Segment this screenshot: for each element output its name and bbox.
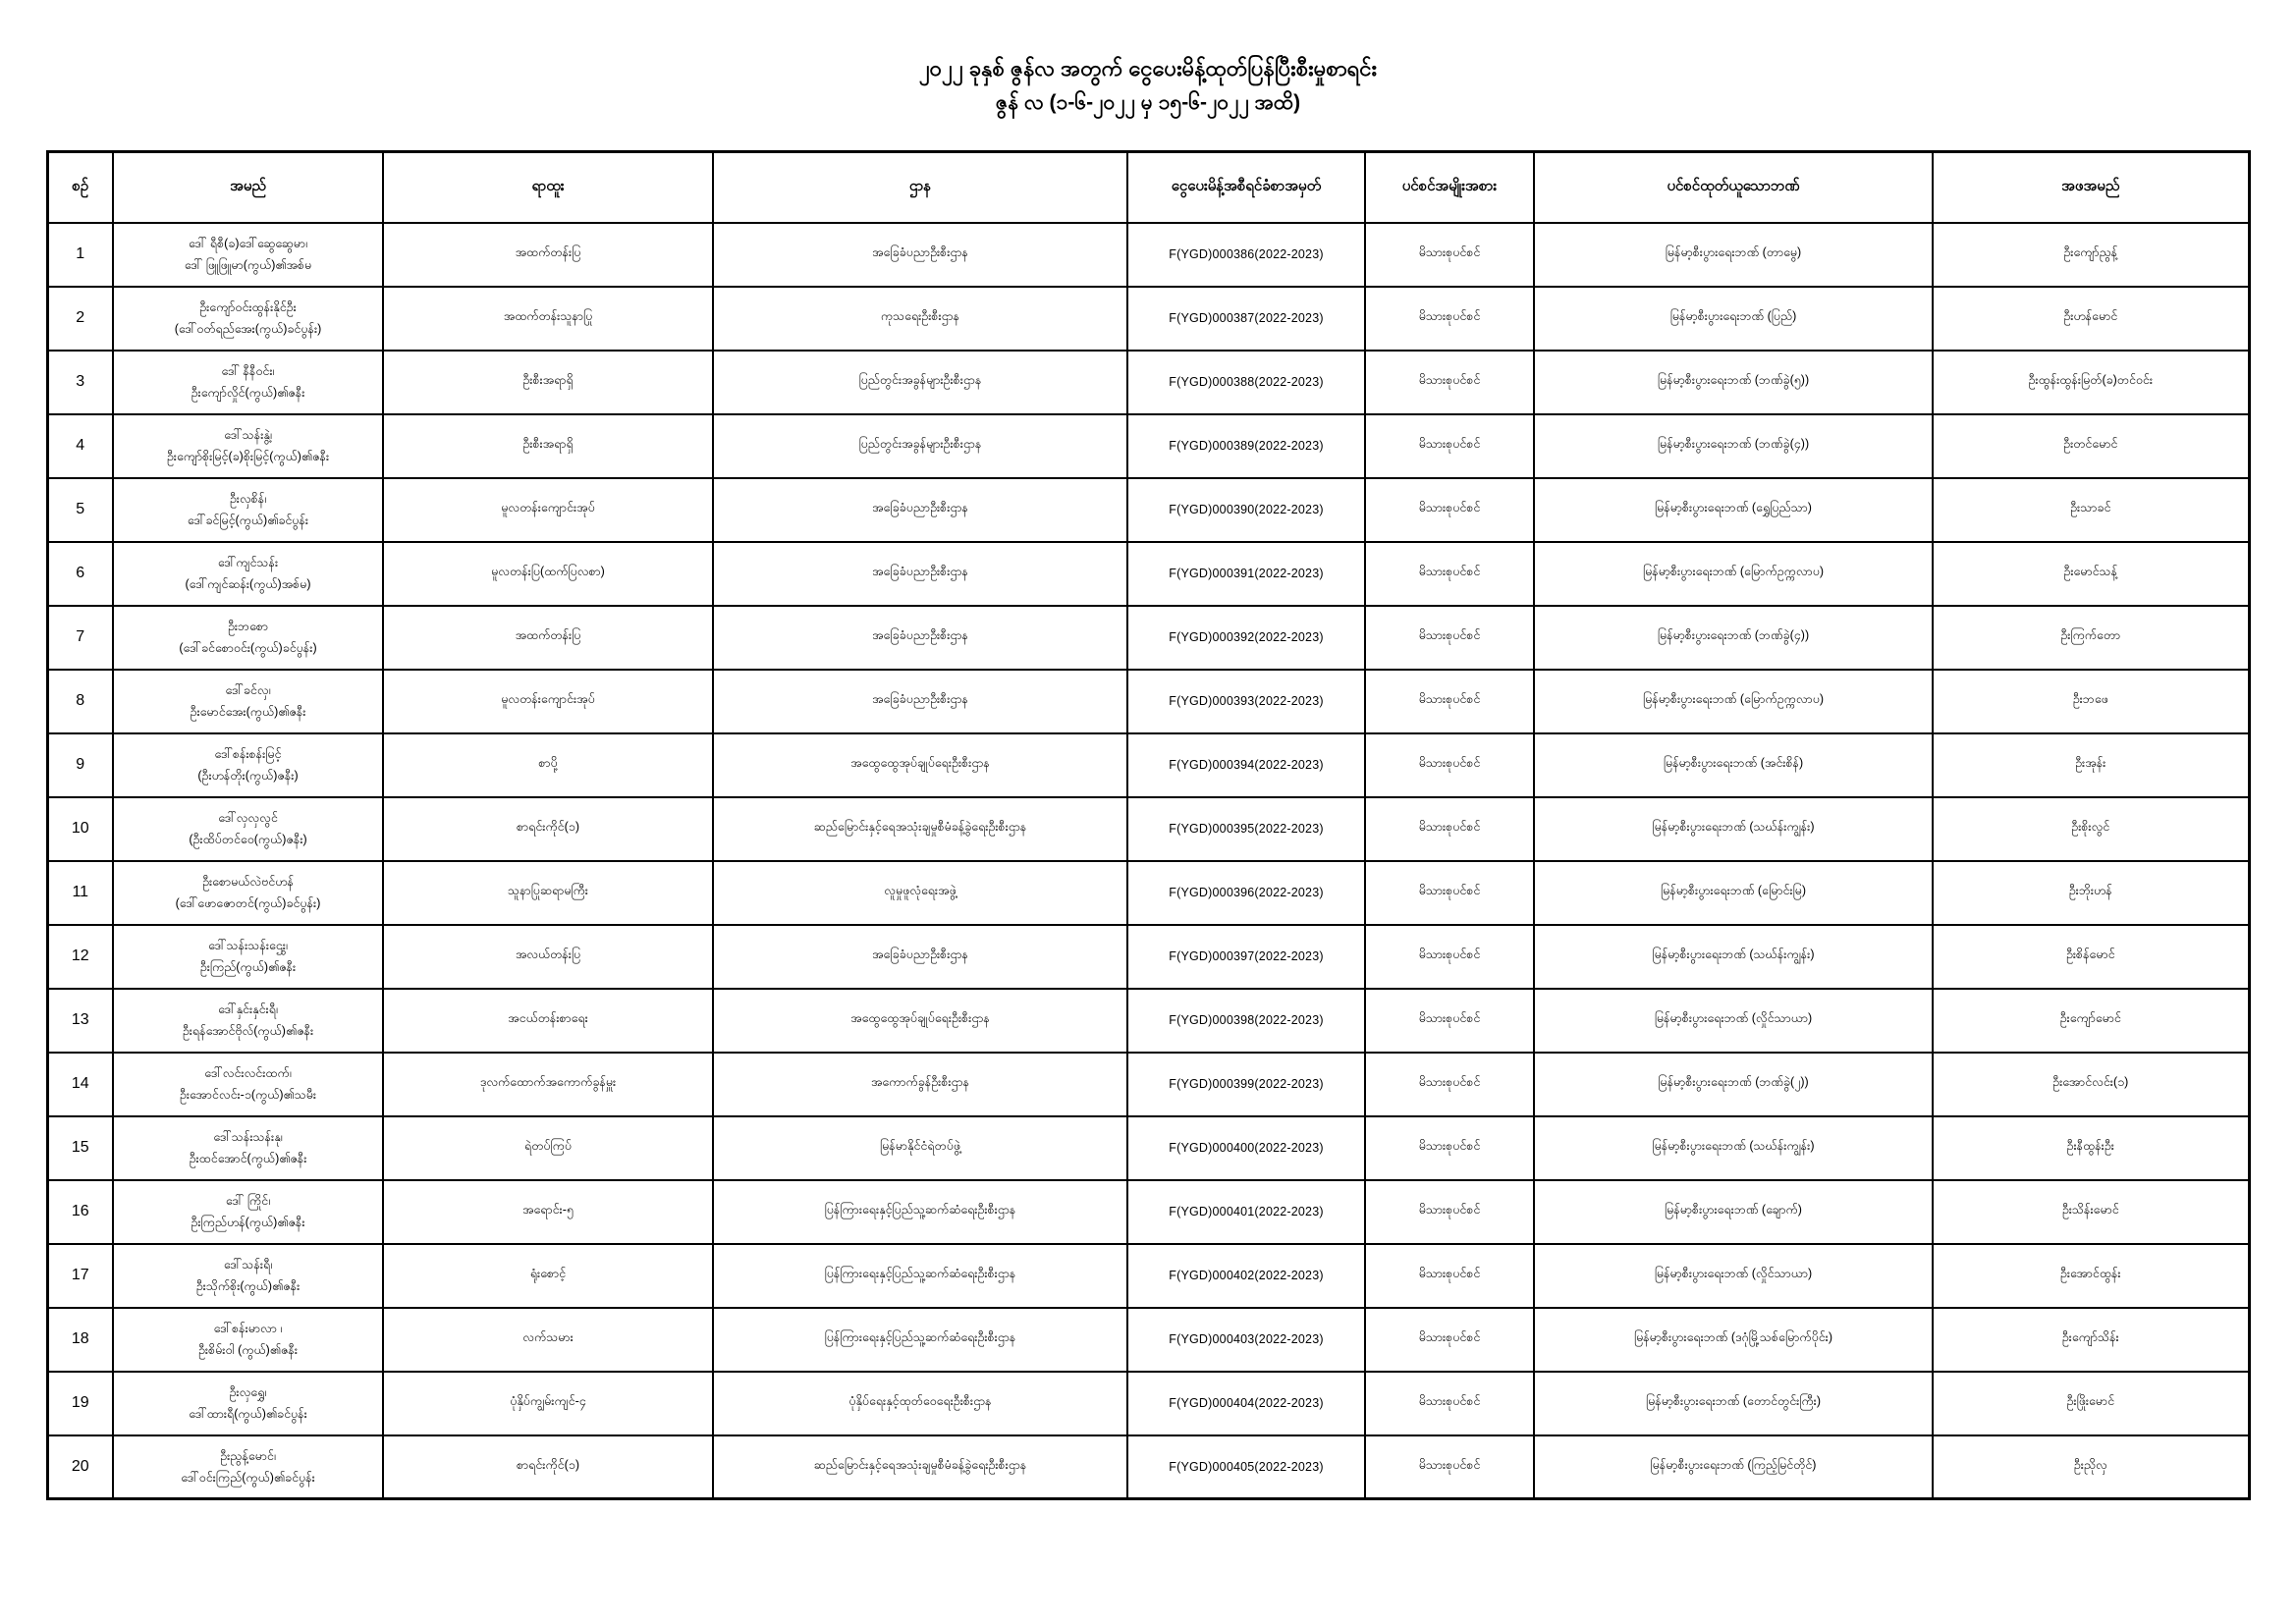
pensioner-name: ဦးလှရွှေ၊ <box>229 1384 267 1399</box>
cell-department: အခြေခံပညာဦးစီးဌာန <box>713 478 1127 542</box>
header-bank: ပင်စင်ထုတ်ယူသောဘဏ် <box>1534 151 1933 223</box>
cell-father-name: ဦးမောင်သန့် <box>1933 542 2249 606</box>
cell-department: ပြည်တွင်းအခွန်များဦးစီးဌာန <box>713 351 1127 414</box>
cell-order-no: F(YGD)000400(2022-2023) <box>1127 1116 1365 1180</box>
cell-name <box>113 861 383 925</box>
pensioner-name: ဒေါ်သန်းသန်းနု၊ <box>213 1129 283 1144</box>
cell-order-no: F(YGD)000387(2022-2023) <box>1127 287 1365 351</box>
cell-father-name: ဦးကျော်သိန်း <box>1933 1308 2249 1372</box>
table-row <box>47 925 2249 989</box>
cell-bank: မြန်မာ့စီးပွားရေးဘဏ် (မြောက်ဥက္ကလာပ) <box>1534 542 1933 606</box>
cell-serial: 14 <box>47 1053 113 1116</box>
cell-pension-type: မိသားစုပင်စင် <box>1365 414 1534 478</box>
cell-serial: 18 <box>47 1308 113 1372</box>
pensioner-name: ဦးညွန့်မောင်၊ <box>220 1448 276 1463</box>
cell-pension-type: မိသားစုပင်စင် <box>1365 478 1534 542</box>
cell-serial: 20 <box>47 1435 113 1499</box>
cell-bank: မြန်မာ့စီးပွားရေးဘဏ် (သဃ်န်းကျွန်း) <box>1534 925 1933 989</box>
relation-note: ဦးရန်အောင်ဗိုလ်(ကွယ်)၏ဇနီး <box>182 1024 314 1039</box>
relation-note: ဦးကျော်လှိုင်(ကွယ်)၏ဇနီး <box>191 386 305 401</box>
cell-department: အခြေခံပညာဦးစီးဌာန <box>713 223 1127 287</box>
cell-position: မူလတန်းကျောင်းအုပ် <box>383 478 713 542</box>
relation-note: ဦးအောင်လင်း-၁(ကွယ်)၏သမီး <box>179 1088 317 1103</box>
cell-position: စာရင်းကိုင်(၁) <box>383 797 713 861</box>
cell-father-name: ဦးညိုလှ <box>1933 1435 2249 1499</box>
cell-serial: 10 <box>47 797 113 861</box>
cell-pension-type: မိသားစုပင်စင် <box>1365 733 1534 797</box>
cell-bank: မြန်မာ့စီးပွားရေးဘဏ် (မြောင်းမြ) <box>1534 861 1933 925</box>
table-row <box>47 861 2249 925</box>
table-row <box>47 542 2249 606</box>
cell-serial: 7 <box>47 606 113 670</box>
cell-father-name: ဦးဟန်မောင် <box>1933 287 2249 351</box>
table-row <box>47 1435 2249 1499</box>
cell-order-no: F(YGD)000401(2022-2023) <box>1127 1180 1365 1244</box>
cell-position: ပုံနှိပ်ကျွမ်းကျင်-၄ <box>383 1372 713 1435</box>
table-row <box>47 606 2249 670</box>
cell-father-name: ဦးဘဖေ <box>1933 670 2249 733</box>
pensioner-name: ဒေါ်လှလှလွင် <box>218 810 278 825</box>
cell-order-no: F(YGD)000394(2022-2023) <box>1127 733 1365 797</box>
table-row <box>47 797 2249 861</box>
cell-name <box>113 606 383 670</box>
cell-serial: 6 <box>47 542 113 606</box>
cell-father-name: ဦးကျော်ညွန့် <box>1933 223 2249 287</box>
pensioner-name: ဒေါ်ခင်လှ၊ <box>225 682 271 697</box>
header-position: ရာထူး <box>383 151 713 223</box>
cell-father-name: ဦးအောင်ထွန်း <box>1933 1244 2249 1308</box>
cell-position: ရဲတပ်ကြပ် <box>383 1116 713 1180</box>
cell-serial: 4 <box>47 414 113 478</box>
relation-note: ဦးထင်အောင်(ကွယ်)၏ဇနီး <box>189 1152 307 1166</box>
header-father-name: အဖအမည် <box>1933 151 2249 223</box>
cell-pension-type: မိသားစုပင်စင် <box>1365 1244 1534 1308</box>
header-name: အမည် <box>113 151 383 223</box>
table-row <box>47 670 2249 733</box>
cell-father-name: ဦးအောင်လင်း(၁) <box>1933 1053 2249 1116</box>
cell-serial: 11 <box>47 861 113 925</box>
relation-note: ဒေါ်ခင်မြင့်(ကွယ်)၏ခင်ပွန်း <box>187 514 309 528</box>
pensioner-name: ဒေါ်သန်းနွဲ့၊ <box>224 427 272 442</box>
cell-name <box>113 925 383 989</box>
cell-department: ပြန်ကြားရေးနှင့်ပြည်သူ့ဆက်ဆံရေးဦးစီးဌာန <box>713 1308 1127 1372</box>
cell-bank: မြန်မာ့စီးပွားရေးဘဏ် (ဘဏ်ခွဲ(၄)) <box>1534 414 1933 478</box>
cell-department: အခြေခံပညာဦးစီးဌာန <box>713 925 1127 989</box>
cell-position: အရောင်း-၅ <box>383 1180 713 1244</box>
cell-position: ရုံးစောင့် <box>383 1244 713 1308</box>
table-row <box>47 351 2249 414</box>
page-title: ၂၀၂၂ ခုနှစ် ဇွန်လ အတွက် ငွေပေးမိန့်ထုတ်ပြန်ပြီးစီးမှုစာရင်း <box>918 56 1378 81</box>
relation-note: (ဦးထိပ်တင်ဝေ(ကွယ်)ဇနီး) <box>189 833 307 847</box>
cell-serial: 13 <box>47 989 113 1053</box>
cell-serial: 17 <box>47 1244 113 1308</box>
cell-serial: 19 <box>47 1372 113 1435</box>
document-title-block <box>0 0 2296 121</box>
cell-order-no: F(YGD)000393(2022-2023) <box>1127 670 1365 733</box>
table-row <box>47 1116 2249 1180</box>
table-row <box>47 223 2249 287</box>
cell-serial: 12 <box>47 925 113 989</box>
cell-department: အခြေခံပညာဦးစီးဌာန <box>713 542 1127 606</box>
header-order-no: ငွေပေးမိန့်အစီရင်ခံစာအမှတ် <box>1127 151 1365 223</box>
cell-bank: မြန်မာ့စီးပွားရေးဘဏ် (ပြည်) <box>1534 287 1933 351</box>
cell-department: ပြန်ကြားရေးနှင့်ပြည်သူ့ဆက်ဆံရေးဦးစီးဌာန <box>713 1180 1127 1244</box>
cell-bank: မြန်မာ့စီးပွားရေးဘဏ် (ရွှေပြည်သာ) <box>1534 478 1933 542</box>
pensioner-name: ဦးစောမယ်လဲဗင်ဟန် <box>202 874 294 889</box>
cell-position: စာရင်းကိုင်(၁) <box>383 1435 713 1499</box>
cell-name <box>113 478 383 542</box>
cell-name <box>113 1116 383 1180</box>
cell-department: အခြေခံပညာဦးစီးဌာန <box>713 670 1127 733</box>
cell-position: စာပို့ <box>383 733 713 797</box>
table-row <box>47 1053 2249 1116</box>
page-subtitle: ဇွန် လ (၁-၆-၂၀၂၂ မှ ၁၅-၆-၂၀၂၂ အထိ) <box>995 91 1301 115</box>
relation-note: (ဒေါ်ကျင်ဆန်း(ကွယ်)အစ်မ) <box>185 577 311 592</box>
cell-name <box>113 989 383 1053</box>
pensioner-name: ဦးဘစော <box>227 619 269 633</box>
cell-name <box>113 733 383 797</box>
cell-serial: 2 <box>47 287 113 351</box>
table-row <box>47 1308 2249 1372</box>
header-row <box>47 151 2249 223</box>
cell-father-name: ဦးစိုးလွင် <box>1933 797 2249 861</box>
relation-note: ဒေါ်ဝင်းကြည်(ကွယ်)၏ခင်ပွန်း <box>181 1471 315 1486</box>
cell-order-no: F(YGD)000392(2022-2023) <box>1127 606 1365 670</box>
cell-department: ပြန်ကြားရေးနှင့်ပြည်သူ့ဆက်ဆံရေးဦးစီးဌာန <box>713 1244 1127 1308</box>
cell-bank: မြန်မာ့စီးပွားရေးဘဏ် (ဘဏ်ခွဲ(၅)) <box>1534 351 1933 414</box>
cell-department: ပြည်တွင်းအခွန်များဦးစီးဌာန <box>713 414 1127 478</box>
cell-bank: မြန်မာ့စီးပွားရေးဘဏ် (ကြည့်မြင်တိုင်) <box>1534 1435 1933 1499</box>
cell-position: အငယ်တန်းစာရေး <box>383 989 713 1053</box>
cell-serial: 5 <box>47 478 113 542</box>
cell-order-no: F(YGD)000402(2022-2023) <box>1127 1244 1365 1308</box>
pensioner-name: ဒေါ် နီနီဝင်း၊ <box>221 363 275 378</box>
cell-department: အခြေခံပညာဦးစီးဌာန <box>713 606 1127 670</box>
pensioner-name: ဒေါ်နှင်းနှင်းရီ၊ <box>218 1001 278 1016</box>
cell-name <box>113 1308 383 1372</box>
cell-pension-type: မိသားစုပင်စင် <box>1365 989 1534 1053</box>
cell-pension-type: မိသားစုပင်စင် <box>1365 1116 1534 1180</box>
relation-note: ဦးမောင်အေး(ကွယ်)၏ဇနီး <box>190 705 306 720</box>
cell-serial: 1 <box>47 223 113 287</box>
table-row <box>47 989 2249 1053</box>
table-row <box>47 1244 2249 1308</box>
cell-name <box>113 1244 383 1308</box>
table-header <box>47 151 2249 223</box>
cell-father-name: ဦးဘိုးဟန် <box>1933 861 2249 925</box>
cell-order-no: F(YGD)000403(2022-2023) <box>1127 1308 1365 1372</box>
cell-bank: မြန်မာ့စီးပွားရေးဘဏ် (တာမွေ) <box>1534 223 1933 287</box>
cell-bank: မြန်မာ့စီးပွားရေးဘဏ် (ဘဏ်ခွဲ(၂)) <box>1534 1053 1933 1116</box>
cell-order-no: F(YGD)000405(2022-2023) <box>1127 1435 1365 1499</box>
cell-pension-type: မိသားစုပင်စင် <box>1365 606 1534 670</box>
pensioner-name: ဒေါ် ကြိုင်၊ <box>225 1193 271 1208</box>
cell-order-no: F(YGD)000386(2022-2023) <box>1127 223 1365 287</box>
cell-serial: 9 <box>47 733 113 797</box>
cell-name <box>113 1435 383 1499</box>
table-row <box>47 1372 2249 1435</box>
cell-department: ဆည်မြောင်းနှင့်ရေအသုံးချမှုစီမံခန့်ခွဲရေးဦးစီးဌာန <box>713 797 1127 861</box>
relation-note: (ဒေါ်ခင်စောဝင်း(ကွယ်)ခင်ပွန်း) <box>179 641 317 656</box>
relation-note: ဦးသိုက်စိုး(ကွယ်)၏ဇနီး <box>195 1279 301 1294</box>
cell-position: မူလတန်းပြ(ထက်ပြလစာ) <box>383 542 713 606</box>
pensioner-name: ဒေါ်လင်းလင်းထက်၊ <box>204 1065 292 1080</box>
cell-position: အထက်တန်းပြ <box>383 606 713 670</box>
cell-pension-type: မိသားစုပင်စင် <box>1365 542 1534 606</box>
cell-position: လက်သမား <box>383 1308 713 1372</box>
pensioner-name: ဒေါ်စန်းမာလာ ၊ <box>213 1321 283 1335</box>
cell-name <box>113 1053 383 1116</box>
cell-name <box>113 223 383 287</box>
cell-name <box>113 1372 383 1435</box>
cell-father-name: ဦးဖြိုးမောင် <box>1933 1372 2249 1435</box>
cell-department: မြန်မာနိုင်ငံရဲတပ်ဖွဲ့ <box>713 1116 1127 1180</box>
cell-serial: 16 <box>47 1180 113 1244</box>
cell-order-no: F(YGD)000396(2022-2023) <box>1127 861 1365 925</box>
cell-name <box>113 542 383 606</box>
cell-order-no: F(YGD)000391(2022-2023) <box>1127 542 1365 606</box>
cell-name <box>113 1180 383 1244</box>
cell-father-name: ဦးကြက်တော <box>1933 606 2249 670</box>
relation-note: ဦးကြည်(ကွယ်)၏ဇနီး <box>199 960 297 975</box>
pensioner-name: ဦးကျော်ဝင်းထွန်းနိုင်ဦး <box>199 299 297 314</box>
cell-bank: မြန်မာ့စီးပွားရေးဘဏ် (လှိုင်သာယာ) <box>1534 989 1933 1053</box>
cell-serial: 15 <box>47 1116 113 1180</box>
cell-name <box>113 287 383 351</box>
cell-position: အလယ်တန်းပြ <box>383 925 713 989</box>
cell-bank: မြန်မာ့စီးပွားရေးဘဏ် (ဘဏ်ခွဲ(၄)) <box>1534 606 1933 670</box>
cell-order-no: F(YGD)000390(2022-2023) <box>1127 478 1365 542</box>
cell-pension-type: မိသားစုပင်စင် <box>1365 1372 1534 1435</box>
cell-department: ပုံနှိပ်ရေးနှင့်ထုတ်ဝေရေးဦးစီးဌာန <box>713 1372 1127 1435</box>
table-row <box>47 414 2249 478</box>
cell-order-no: F(YGD)000399(2022-2023) <box>1127 1053 1365 1116</box>
cell-department: အထွေထွေအုပ်ချုပ်ရေးဦးစီးဌာန <box>713 733 1127 797</box>
cell-order-no: F(YGD)000389(2022-2023) <box>1127 414 1365 478</box>
cell-pension-type: မိသားစုပင်စင် <box>1365 670 1534 733</box>
cell-bank: မြန်မာ့စီးပွားရေးဘဏ် (လှိုင်သာယာ) <box>1534 1244 1933 1308</box>
cell-bank: မြန်မာ့စီးပွားရေးဘဏ် (မြောက်ဥက္ကလာပ) <box>1534 670 1933 733</box>
cell-position: ဒုလက်ထောက်အကောက်ခွန်မှူး <box>383 1053 713 1116</box>
relation-note: ဒေါ် ဖြူဖြူမာ(ကွယ်)၏အစ်မ <box>184 258 312 273</box>
cell-pension-type: မိသားစုပင်စင် <box>1365 1053 1534 1116</box>
pensioner-name: ဒေါ်သန်းသန်းဌွေး၊ <box>208 938 288 952</box>
cell-bank: မြန်မာ့စီးပွားရေးဘဏ် (သဃ်န်းကျွန်း) <box>1534 797 1933 861</box>
cell-pension-type: မိသားစုပင်စင် <box>1365 861 1534 925</box>
cell-father-name: ဦးကျော်မောင် <box>1933 989 2249 1053</box>
header-pension-type: ပင်စင်အမျိုးအစား <box>1365 151 1534 223</box>
relation-note: ဦးကြည်ဟန်(ကွယ်)၏ဇနီး <box>191 1216 305 1230</box>
cell-father-name: ဦးစိန်မောင် <box>1933 925 2249 989</box>
cell-order-no: F(YGD)000398(2022-2023) <box>1127 989 1365 1053</box>
relation-note: ဦးကျော်စိုးမြင့်(ခ)စိုးမြင့်(ကွယ်)၏ဇနီး <box>166 450 330 464</box>
relation-note: (ဒေါ်ဝတ်ရည်အေး(ကွယ်)ခင်ပွန်း) <box>174 322 322 337</box>
cell-position: အထက်တန်းသူနာပြု <box>383 287 713 351</box>
cell-name <box>113 670 383 733</box>
cell-pension-type: မိသားစုပင်စင် <box>1365 351 1534 414</box>
cell-name <box>113 351 383 414</box>
cell-pension-type: မိသားစုပင်စင် <box>1365 925 1534 989</box>
relation-note: (ဒေါ်ဖောဇောတင်(ကွယ်)ခင်ပွန်း) <box>175 896 321 911</box>
cell-order-no: F(YGD)000388(2022-2023) <box>1127 351 1365 414</box>
cell-order-no: F(YGD)000404(2022-2023) <box>1127 1372 1365 1435</box>
pensioner-name: ဒေါ်သန်းရီ၊ <box>223 1257 273 1272</box>
pensioner-name: ဒေါ် ရီစီ(ခ)ဒေါ်ဆွေဆွေမာ၊ <box>189 236 307 250</box>
cell-department: ကုသရေးဦးစီးဌာန <box>713 287 1127 351</box>
cell-department: အထွေထွေအုပ်ချုပ်ရေးဦးစီးဌာန <box>713 989 1127 1053</box>
table-row <box>47 478 2249 542</box>
cell-position: မူလတန်းကျောင်းအုပ် <box>383 670 713 733</box>
table-row <box>47 1180 2249 1244</box>
table-row <box>47 287 2249 351</box>
cell-department: ဆည်မြောင်းနှင့်ရေအသုံးချမှုစီမံခန့်ခွဲရေးဦးစီးဌာန <box>713 1435 1127 1499</box>
cell-position: ဦးစီးအရာရှိ <box>383 414 713 478</box>
pensioner-name: ဒေါ်ကျင်သန်း <box>217 555 279 569</box>
cell-pension-type: မိသားစုပင်စင် <box>1365 287 1534 351</box>
cell-pension-type: မိသားစုပင်စင် <box>1365 223 1534 287</box>
pension-roster-table <box>46 150 2251 1501</box>
cell-father-name: ဦးတင်မောင် <box>1933 414 2249 478</box>
cell-name <box>113 414 383 478</box>
cell-bank: မြန်မာ့စီးပွားရေးဘဏ် (အင်းစိန်) <box>1534 733 1933 797</box>
cell-pension-type: မိသားစုပင်စင် <box>1365 1308 1534 1372</box>
cell-order-no: F(YGD)000395(2022-2023) <box>1127 797 1365 861</box>
cell-bank: မြန်မာ့စီးပွားရေးဘဏ် (ချောက်) <box>1534 1180 1933 1244</box>
cell-bank: မြန်မာ့စီးပွားရေးဘဏ် (တောင်တွင်းကြီး) <box>1534 1372 1933 1435</box>
table-body <box>47 223 2249 1499</box>
cell-bank: မြန်မာ့စီးပွားရေးဘဏ် (ဒဂုံမြို့သစ်မြောက်ပိုင်း) <box>1534 1308 1933 1372</box>
relation-note: ဦးစိမ်းဝါ (ကွယ်)၏ဇနီး <box>197 1343 298 1358</box>
cell-father-name: ဦးအုန်း <box>1933 733 2249 797</box>
table-row <box>47 733 2249 797</box>
cell-serial: 3 <box>47 351 113 414</box>
relation-note: ဒေါ်ထားရီ(ကွယ်)၏ခင်ပွန်း <box>189 1407 307 1422</box>
cell-position: အထက်တန်းပြ <box>383 223 713 287</box>
cell-pension-type: မိသားစုပင်စင် <box>1365 1180 1534 1244</box>
cell-father-name: ဦးထွန်းထွန်းမြတ်(ခ)တင်ဝင်း <box>1933 351 2249 414</box>
cell-position: သူနာပြုဆရာမကြီး <box>383 861 713 925</box>
cell-order-no: F(YGD)000397(2022-2023) <box>1127 925 1365 989</box>
cell-father-name: ဦးသိန်းမောင် <box>1933 1180 2249 1244</box>
cell-father-name: ဦးသာခင် <box>1933 478 2249 542</box>
pensioner-name: ဒေါ်စန်းစန်းမြင့် <box>214 746 282 761</box>
cell-position: ဦးစီးအရာရှိ <box>383 351 713 414</box>
header-department: ဌာန <box>713 151 1127 223</box>
cell-serial: 8 <box>47 670 113 733</box>
cell-pension-type: မိသားစုပင်စင် <box>1365 797 1534 861</box>
cell-department: အကောက်ခွန်ဦးစီးဌာန <box>713 1053 1127 1116</box>
relation-note: (ဦးဟန်တိုး(ကွယ်)ဇနီး) <box>197 769 299 784</box>
cell-name <box>113 797 383 861</box>
cell-pension-type: မိသားစုပင်စင် <box>1365 1435 1534 1499</box>
cell-father-name: ဦးနီထွန်းဦး <box>1933 1116 2249 1180</box>
cell-bank: မြန်မာ့စီးပွားရေးဘဏ် (သဃ်န်းကျွန်း) <box>1534 1116 1933 1180</box>
header-serial: စဉ် <box>47 151 113 223</box>
cell-department: လူမှုဖူလုံရေးအဖွဲ့ <box>713 861 1127 925</box>
pensioner-name: ဦးလှစိန်၊ <box>229 491 267 506</box>
